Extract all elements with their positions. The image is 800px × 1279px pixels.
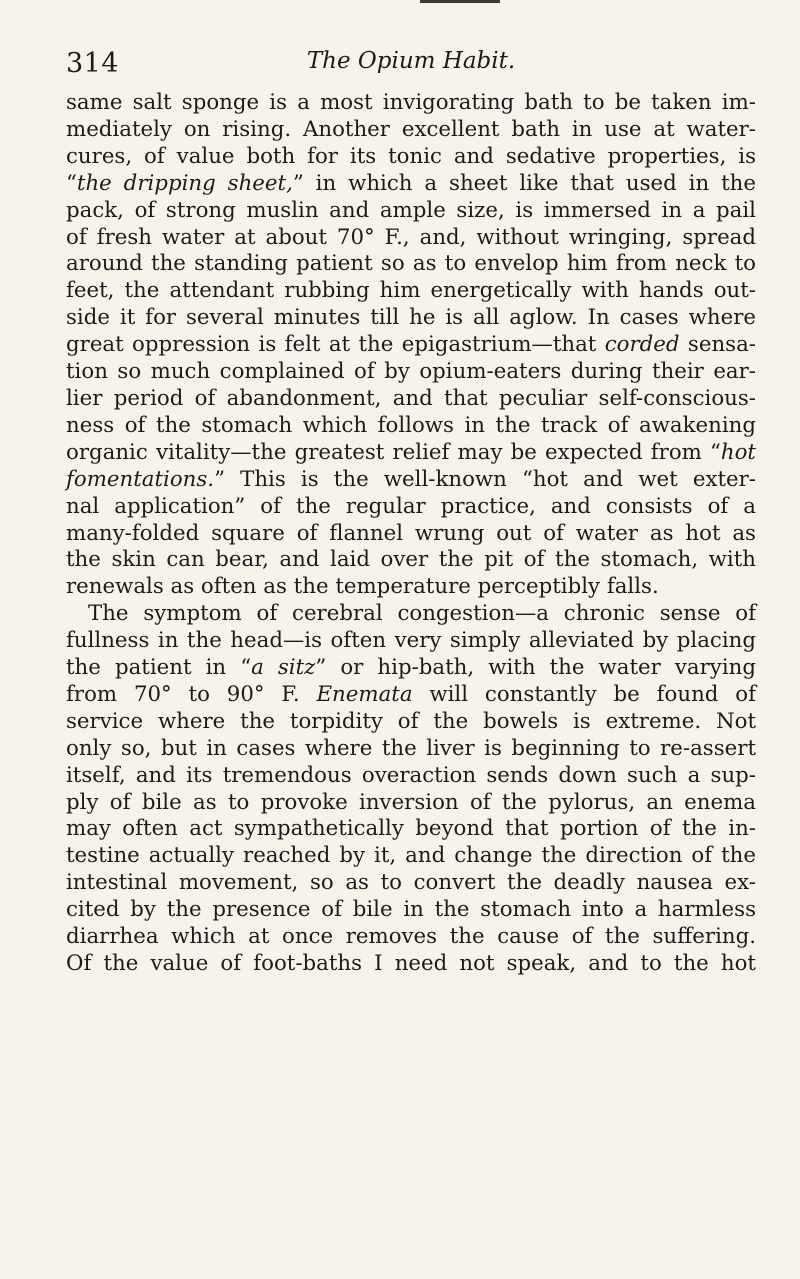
text-run: many-folded square of flannel wrung out of water as hot as bbox=[66, 520, 756, 546]
text-line bbox=[66, 251, 756, 278]
text-run: lier period of abandonment, and that peculiar self-conscious- bbox=[66, 385, 756, 411]
italic-text: corded bbox=[604, 332, 680, 358]
text-line bbox=[66, 574, 756, 601]
text-line bbox=[66, 494, 756, 521]
text-line bbox=[66, 90, 756, 117]
text-run: only so, but in cases where the liver is beginning to re-assert bbox=[66, 735, 756, 761]
text-run: cures, of value both for its tonic and sedative properties, is bbox=[66, 143, 756, 169]
text-run: “ bbox=[66, 170, 77, 196]
text-line bbox=[66, 413, 756, 440]
text-run: Of the value of foot-baths I need not speak, and to the hot bbox=[66, 951, 756, 976]
text-line bbox=[66, 359, 756, 386]
text-run: will constantly be found of bbox=[412, 681, 756, 707]
text-run: of fresh water at about 70° F., and, without wringing, spread bbox=[66, 224, 756, 250]
text-run: the skin can bear, and laid over the pit of the stomach, with bbox=[66, 547, 756, 573]
text-run: same salt sponge is a most invigorating bath to be taken im- bbox=[66, 90, 756, 115]
text-line bbox=[66, 547, 756, 574]
text-run: from 70° to 90° F. bbox=[66, 681, 317, 707]
text-run: may often act sympathetically beyond that portion of the in- bbox=[66, 816, 756, 842]
text-run: side it for several minutes till he is all aglow. In cases where bbox=[66, 305, 756, 331]
text-line bbox=[66, 198, 756, 225]
text-line bbox=[66, 790, 756, 817]
text-run: organic vitality—the greatest relief may be expected from “ bbox=[66, 439, 721, 465]
text-run: ply of bile as to provoke inversion of the pylorus, an enema bbox=[66, 789, 756, 815]
text-run: feet, the attendant rubbing him energetically with hands out- bbox=[66, 278, 756, 304]
text-run: pack, of strong muslin and ample size, is immersed in a pail bbox=[66, 197, 756, 223]
text-run: diarrhea which at once removes the cause of the suffering. bbox=[66, 924, 756, 950]
text-line bbox=[66, 440, 756, 467]
text-run: fullness in the head—is often very simply alleviated by placing bbox=[66, 628, 756, 654]
text-run: itself, and its tremendous overaction sends down such a sup- bbox=[66, 762, 756, 788]
running-title: The Opium Habit. bbox=[306, 48, 516, 74]
paragraph-2 bbox=[66, 601, 756, 978]
text-line bbox=[66, 951, 756, 978]
text-line bbox=[66, 924, 756, 951]
page-number: 314 bbox=[66, 48, 120, 79]
top-rule bbox=[420, 0, 500, 3]
text-run: ” or hip-bath, with the water varying bbox=[315, 655, 756, 681]
text-run: renewals as often as the temperature perceptibly falls. bbox=[66, 574, 659, 600]
italic-text: a sitz bbox=[251, 655, 316, 681]
text-run: ” This is the well-known “hot and wet exter- bbox=[214, 466, 756, 492]
text-line bbox=[66, 709, 756, 736]
text-run: The symptom of cerebral congestion—a chronic sense of bbox=[88, 601, 756, 627]
text-run: cited by the presence of bile in the stomach into a harmless bbox=[66, 897, 756, 923]
text-run: ness of the stomach which follows in the track of awakening bbox=[66, 412, 756, 438]
text-run: great oppression is felt at the epigastrium—that bbox=[66, 332, 605, 358]
page-header bbox=[66, 48, 756, 88]
text-run: mediately on rising. Another excellent bath in use at water- bbox=[66, 116, 756, 142]
text-run: testine actually reached by it, and change the direction of the bbox=[66, 843, 756, 869]
text-line bbox=[66, 117, 756, 144]
text-line bbox=[66, 628, 756, 655]
italic-text: the dripping sheet, bbox=[76, 170, 293, 196]
italic-text: fomentations. bbox=[66, 466, 215, 492]
text-line bbox=[66, 144, 756, 171]
text-run: service where the torpidity of the bowels is extreme. Not bbox=[66, 708, 756, 734]
text-run: intestinal movement, so as to convert the deadly nausea ex- bbox=[66, 870, 756, 896]
body-text bbox=[66, 90, 756, 978]
text-line bbox=[66, 225, 756, 252]
text-line bbox=[66, 467, 756, 494]
text-line bbox=[66, 305, 756, 332]
paragraph-1 bbox=[66, 90, 756, 601]
text-line bbox=[66, 521, 756, 548]
text-line bbox=[66, 171, 756, 198]
italic-text: hot bbox=[720, 439, 756, 465]
text-run: tion so much complained of by opium-eaters during their ear- bbox=[66, 359, 756, 385]
italic-text: Enemata bbox=[316, 681, 413, 707]
text-line bbox=[66, 655, 756, 682]
text-line bbox=[66, 816, 756, 843]
text-line bbox=[66, 870, 756, 897]
text-run: the patient in “ bbox=[66, 655, 252, 681]
text-line bbox=[66, 843, 756, 870]
text-run: nal application” of the regular practice, and consists of a bbox=[66, 493, 756, 519]
text-line bbox=[66, 386, 756, 413]
text-line bbox=[66, 601, 756, 628]
text-line bbox=[66, 763, 756, 790]
text-line bbox=[66, 332, 756, 359]
text-line bbox=[66, 897, 756, 924]
text-run: around the standing patient so as to envelop him from neck to bbox=[66, 251, 756, 277]
text-line bbox=[66, 736, 756, 763]
text-run: sensa- bbox=[679, 332, 756, 358]
text-line bbox=[66, 278, 756, 305]
text-run: ” in which a sheet like that used in the bbox=[292, 170, 756, 196]
text-line bbox=[66, 682, 756, 709]
